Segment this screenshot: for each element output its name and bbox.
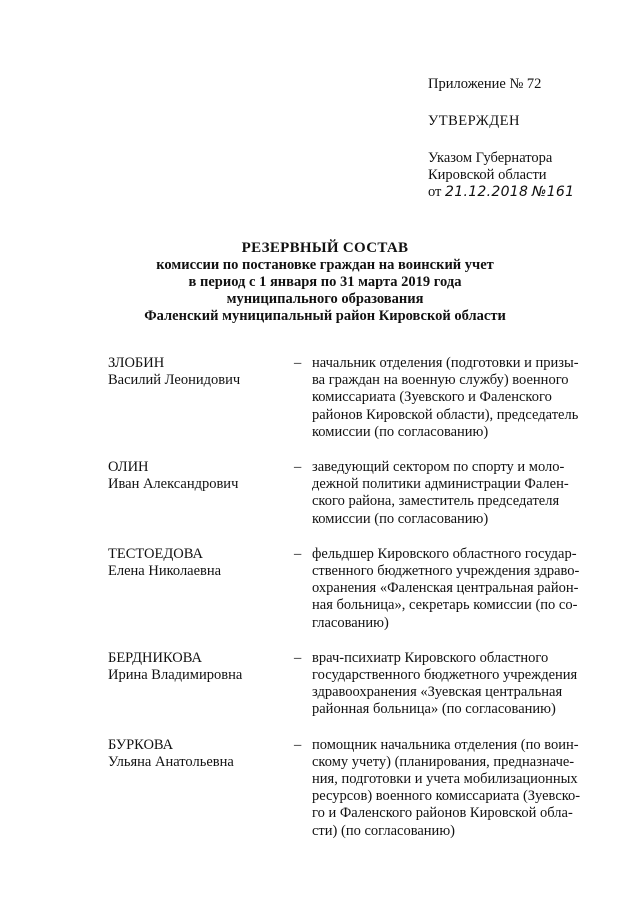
member-row	[108, 650, 593, 719]
role-line: ва граждан на военную службу) военного	[312, 372, 569, 389]
role-line: ственного бюджетного учреждения здраво-	[312, 563, 580, 580]
role-line: районов Кировской области), председатель	[312, 406, 579, 423]
member-dash: –	[294, 649, 302, 666]
member-name	[108, 737, 294, 840]
header-line-4: муниципального образования	[226, 291, 424, 307]
role-line: комиссии (по согласованию)	[312, 423, 489, 440]
role-line: ная больница», секретарь комиссии (по со-	[312, 597, 578, 614]
handwritten-number: 161	[546, 184, 575, 200]
role-line: гласованию)	[312, 614, 389, 631]
document-title: РЕЗЕРВНЫЙ СОСТАВ	[241, 240, 409, 256]
member-given-names: Ирина Владимировна	[108, 666, 243, 683]
approval-block	[428, 76, 628, 201]
role-line: помощник начальника отделения (по воин-	[312, 736, 579, 753]
role-line: ского района, заместитель председателя	[312, 493, 560, 510]
member-row	[108, 737, 593, 840]
member-surname: ТЕСТОЕДОВА	[108, 545, 203, 562]
decree-line-2: Кировской области	[428, 167, 547, 183]
role-line: здравоохранения «Зуевская центральная	[312, 684, 563, 701]
role-line: комиссариата (Зуевского и Фаленского	[312, 389, 552, 406]
member-surname: БУРКОВА	[108, 736, 174, 753]
role-line: государственного бюджетного учреждения	[312, 667, 578, 684]
handwritten-date: 21.12.2018	[445, 184, 529, 200]
member-surname: ОЛИН	[108, 459, 149, 476]
members-list	[108, 355, 593, 858]
member-given-names: Иван Александрович	[108, 476, 239, 493]
approved-label: УТВЕРЖДЕН	[428, 113, 520, 129]
member-role	[312, 355, 593, 441]
member-name	[108, 355, 294, 441]
member-given-names: Василий Леонидович	[108, 372, 241, 388]
role-line: го и Фаленского районов Кировской обла-	[312, 805, 573, 822]
member-name	[108, 459, 294, 528]
member-role	[312, 737, 593, 840]
role-line: охранения «Фаленская центральная район-	[312, 580, 579, 597]
member-name	[108, 546, 294, 632]
member-dash: –	[294, 545, 302, 562]
member-row	[108, 355, 593, 441]
role-line: дежной политики администрации Фален-	[312, 476, 569, 493]
member-surname: ЗЛОБИН	[108, 355, 165, 371]
document-header	[100, 240, 550, 325]
header-line-3: в период с 1 января по 31 марта 2019 года	[188, 274, 462, 290]
member-name	[108, 650, 294, 719]
member-surname: БЕРДНИКОВА	[108, 649, 203, 666]
member-dash: –	[294, 355, 302, 371]
role-line: сти) (по согласованию)	[312, 822, 455, 839]
member-given-names: Елена Николаевна	[108, 562, 222, 579]
date-prefix: от	[428, 184, 442, 200]
member-role	[312, 650, 593, 719]
decree-line-1: Указом Губернатора	[428, 150, 553, 166]
member-row	[108, 546, 593, 632]
member-role	[312, 459, 593, 528]
header-line-2: комиссии по постановке граждан на воинский учет	[156, 257, 494, 273]
member-dash: –	[294, 736, 302, 753]
number-prefix: №	[531, 184, 547, 200]
header-line-5: Фаленский муниципальный район Кировской области	[144, 308, 506, 324]
role-line: скому учету) (планирования, предназначе-	[312, 753, 575, 770]
member-role	[312, 546, 593, 632]
role-line: комиссии (по согласованию)	[312, 510, 489, 527]
role-line: врач-психиатр Кировского областного	[312, 649, 549, 666]
role-line: начальник отделения (подготовки и призы-	[312, 355, 579, 371]
decree-date-line	[428, 184, 628, 201]
member-dash: –	[294, 459, 302, 476]
role-line: районная больница» (по согласованию)	[312, 701, 556, 718]
member-given-names: Ульяна Анатольевна	[108, 753, 234, 770]
role-line: фельдшер Кировского областного государ-	[312, 545, 577, 562]
role-line: ресурсов) военного комиссариата (Зуевско-	[312, 788, 581, 805]
annex-number: Приложение № 72	[428, 76, 542, 92]
role-line: ния, подготовки и учета мобилизационных	[312, 771, 578, 788]
role-line: заведующий сектором по спорту и моло-	[312, 459, 565, 476]
member-row	[108, 459, 593, 528]
